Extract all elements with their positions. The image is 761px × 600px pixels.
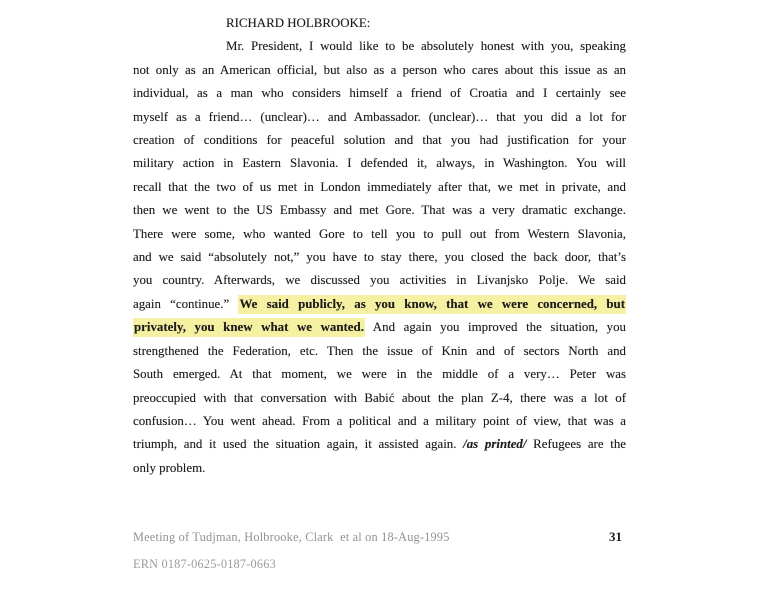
text-line xyxy=(133,363,626,386)
text-segment: There were some, who wanted Gore to tell you to pull out from Western Slavonia, xyxy=(133,226,626,241)
text-segment: South emerged. At that moment, we were in the middle of a very… Peter was xyxy=(133,367,626,382)
text-segment: Refugees are the xyxy=(526,437,627,452)
transcript-text-block xyxy=(133,12,626,480)
text-segment: strengthened the Federation, etc. Then the issue of Knin and of sectors North and xyxy=(133,343,626,358)
text-segment: triumph, and it used the situation again, it assisted again. xyxy=(133,437,464,452)
text-segment: Mr. President, I would like to be absolutely honest with you, speaking xyxy=(226,39,626,54)
text-segment: then we went to the US Embassy and met Gore. That was a very dramatic exchange. xyxy=(133,203,626,218)
text-segment: again “continue.” xyxy=(133,296,239,311)
text-line xyxy=(133,223,626,246)
text-line xyxy=(133,152,626,175)
text-line xyxy=(133,457,626,480)
highlighted-text: We said publicly, as you know, that we were concerned, but xyxy=(238,295,626,314)
text-line xyxy=(133,82,626,105)
text-line xyxy=(133,316,626,339)
text-line xyxy=(133,35,626,58)
text-line xyxy=(133,433,626,456)
text-line xyxy=(133,199,626,222)
transcript-paragraph xyxy=(133,35,626,480)
text-line xyxy=(133,106,626,129)
text-segment: myself as a friend… (unclear)… and Ambassador. (unclear)… that you did a lot for xyxy=(133,109,626,124)
text-line xyxy=(133,340,626,363)
as-printed-note: /as printed/ xyxy=(463,437,527,452)
text-segment: and we said “absolutely not,” you have to stay there, you closed the back door, that’s xyxy=(133,250,626,265)
footer-page-number: 31 xyxy=(609,529,622,544)
text-segment: you country. Afterwards, we discussed you activities in Livanjsko Polje. We said xyxy=(133,273,626,288)
text-segment: military action in Eastern Slavonia. I defended it, always, in Washington. You will xyxy=(133,156,626,171)
text-line xyxy=(133,269,626,292)
footer-ern-number: ERN 0187-0625-0187-0663 xyxy=(133,557,276,571)
text-line xyxy=(133,129,626,152)
text-segment: recall that the two of us met in London immediately after that, we met in private, and xyxy=(133,179,626,194)
speaker-heading: RICHARD HOLBROOKE: xyxy=(226,16,371,30)
footer-meeting-line: Meeting of Tudjman, Holbrooke, Clark et al on 18-Aug-1995 xyxy=(133,530,450,544)
highlighted-text: privately, you knew what we wanted. xyxy=(133,318,365,337)
text-line xyxy=(133,387,626,410)
text-segment: individual, as a man who considers himself a friend of Croatia and I certainly see xyxy=(133,86,626,101)
text-segment: only problem. xyxy=(133,460,206,475)
text-line xyxy=(133,246,626,269)
text-segment: not only as an American official, but also as a person who cares about this issue as an xyxy=(133,62,626,77)
text-line xyxy=(133,59,626,82)
text-line xyxy=(133,410,626,433)
text-line xyxy=(133,176,626,199)
text-segment: confusion… You went ahead. From a political and a military point of view, that was a xyxy=(133,413,626,428)
text-line xyxy=(133,293,626,316)
text-segment: And again you improved the situation, you xyxy=(364,320,626,335)
text-segment: preoccupied with that conversation with Babić about the plan Z-4, there was a lot of xyxy=(133,390,626,405)
text-segment: creation of conditions for peaceful solution and that you had justification for your xyxy=(133,133,626,148)
